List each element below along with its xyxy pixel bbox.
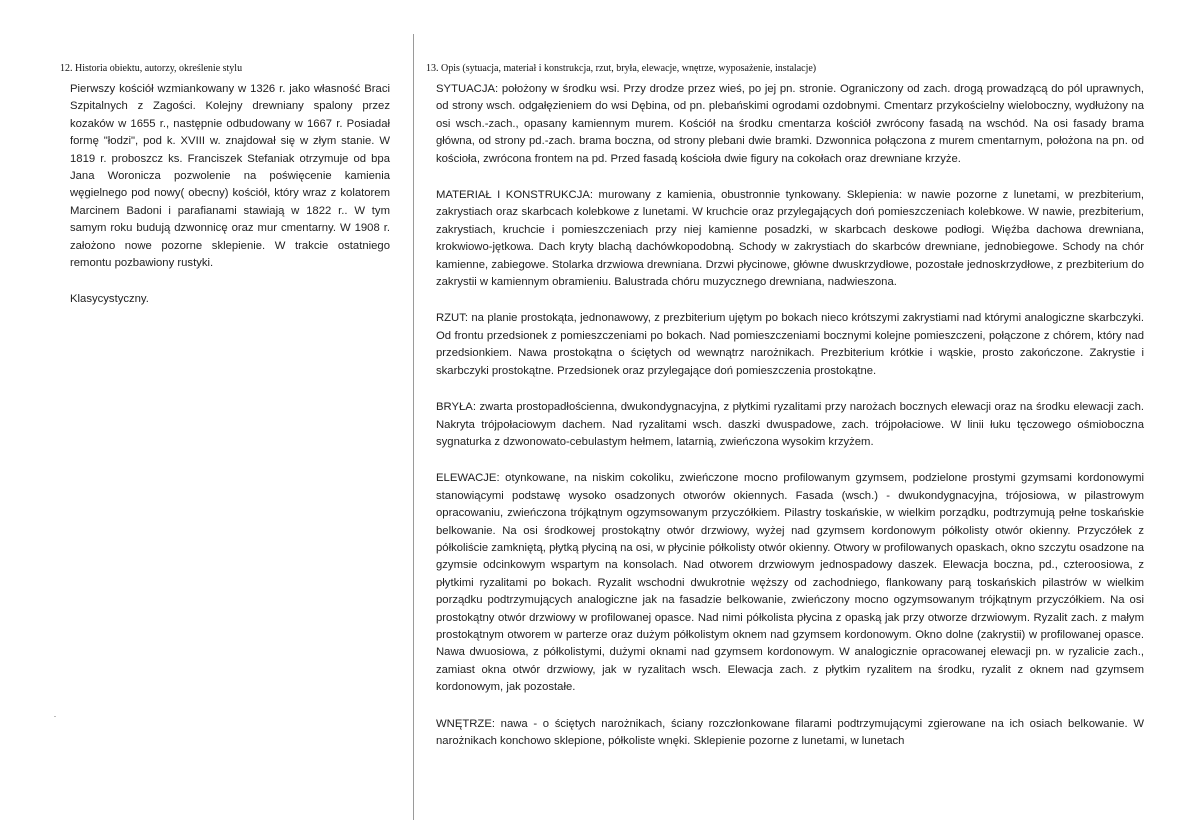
history-text: Pierwszy kościół wzmiankowany w 1326 r. jako własność Braci Szpitalnych z Zagości. Kolejny drewniany spalony przez kozaków w 1655 r., następnie odbudowany w 1667 r. Posiadał formę "łodzi", pod k. XVIII w. znajdował się w złym stanie. W 1819 r. proboszcz ks. Franciszek Stefaniak otrzymuje od bpa Jana Woronicza pozwolenie na poświęcenie kamienia węgielnego pod nowy( obecny) kościół, który wraz z kolatorem Marcinem Badoni i parafianami stawiają w 1822 r.. W tym samym roku budują dzwonnicę oraz mur cmentarny. W 1908 r. założono nowe pozorne sklepienie. W trakcie ostatniego remontu pozbawiony rustyki. bbox=[70, 83, 390, 270]
paragraph-gap bbox=[426, 697, 1144, 716]
history-heading: 12. Historia obiektu, autorzy, określenie stylu bbox=[60, 63, 243, 74]
scan-mark bbox=[54, 716, 56, 717]
paragraph-gap bbox=[426, 380, 1144, 399]
section-material: MATERIAŁ I KONSTRUKCJA: murowany z kamienia, obustronnie tynkowany. Sklepienia: w nawie pozorne z lunetami, w prezbiterium, zakrystiach oraz skarbcach kolebkowe z lunetami. W kruchcie oraz przylegających doń pomieszczeniach kolebkowe. W nawie, prezbiterium, zakrystiach, kruchcie i pomieszczeniach przy niej kamienne posadzki, w skarbcach deskowe podłogi. Więźba dachowa drewniana, krokwiowo-jętkowa. Dach kryty blachą dachówkopodobną. Schody w zakrystiach do skarbców drewniane, jednobiegowe. Schody na chór kamienne, zabiegowe. Stolarka drzwiowa drewniana. Drzwi płycinowe, główne dwuskrzydłowe, pozostałe jednoskrzydłowe, z prezbiterium do zakrystii w kamiennym obramieniu. Balustrada chóru muzycznego drewniana, nadwieszona. bbox=[436, 189, 1144, 289]
style-text: Klasycystyczny. bbox=[70, 293, 149, 306]
paragraph-gap bbox=[426, 168, 1144, 187]
section-interior: WNĘTRZE: nawa - o ściętych narożnikach, ściany rozczłonkowane filarami podtrzymującymi zgierowane na ich osiach belkowanie. W narożnikach konchowo sklepione, półkoliste wnęki. Sklepienie pozorne z lunetami, w lunetach bbox=[436, 717, 1144, 747]
paragraph-gap bbox=[426, 291, 1144, 310]
paragraph-gap bbox=[426, 451, 1144, 470]
paragraph-gap bbox=[62, 272, 390, 291]
description-heading: 13. Opis (sytuacja, materiał i konstrukcja, rzut, bryła, elewacje, wnętrze, wyposażenie, instalacje) bbox=[426, 63, 817, 74]
section-elevations: ELEWACJE: otynkowane, na niskim cokoliku, zwieńczone mocno profilowanym gzymsem, podzielone prostymi gzymsami kordonowymi stanowiącymi podstawę wysoko osadzonych otworów okiennych. Fasada (wsch.) - dwukondygnacyjna, trójosiowa, w pilastrowym opracowaniu, zwieńczona trójkątnym ogzymsowanym przyczółkiem. Pilastry toskańskie, w wielkim porządku, podtrzymują pełne toskańskie belkowanie. Na osi środkowej prostokątny otwór drzwiowy, wyżej nad gzymsem kordonowym półkolisty otwór okienny. Przyczółek z półkoliście zamkniętą, płytką płyciną na osi, w płycinie półkolisty otwór okienny. Otwory w profilowanych opaskach, okno szczytu osadzone na gzymsie odcinkowym wspartym na konsolach. Nad otworem drzwiowym jednospadowy daszek. Elewacja boczna, pd., czteroosiowa, z płytkimi ryzalitami po bokach. Ryzalit wschodni dwukrotnie węższy od zachodniego, flankowany parą toskańskich pilastrów w wielkim porządku podtrzymujących analogiczne jak na fasadzie belkowanie, zwieńczony mocno ogzymsowanym trójkątnym przyczółkiem. Na osi prostokątny otwór drzwiowy w profilowanej opasce. Nad nimi półkolista płycina z opaską jak przy otworze drzwiowym. Ryzalit zach. z małym prostokątnym otworem w parterze oraz dużym półkolistym oknem nad gzymsem kordonowym. Okno dolne (zakrystii) w profilowanej opasce. Nawa dwuosiowa, z półkolistymi, dużymi oknami nad gzymsem kordonowym. W analogicznie opracowanej elewacji pn. w ryzalicie zach., zamiast okna otwór drzwiowy, jak w ryzalitach wsch. Elewacja zach. z płytkim ryzalitem na środku, ryzalit z oknem nad gzymsem kordonowym, jak pozostałe. bbox=[436, 472, 1144, 694]
left-column bbox=[62, 62, 390, 308]
section-massing: BRYŁA: zwarta prostopadłościenna, dwukondygnacyjna, z płytkimi ryzalitami przy narożach bocznych elewacji oraz na środku elewacji zach. Nakryta trójpołaciowym dachem. Nad ryzalitami wsch. daszki dwuspadowe, zach. trójpołaciowe. W linii łuku tęczowego ośmioboczna sygnaturka z dzwonowato-cebulastym hełmem, latarnią, zwieńczona wysokim krzyżem. bbox=[436, 401, 1144, 448]
section-situation: SYTUACJA: położony w środku wsi. Przy drodze przez wieś, po jej pn. stronie. Ograniczony od zach. drogą prowadzącą do pól uprawnych, od strony wsch. odgałęzieniem do wsi Dębina, od pn. plebańskimi ogrodami ozdobnymi. Cmentarz przykościelny wieloboczny, wydłużony na osi wsch.-zach., opasany kamiennym murem. Kościół na środku cmentarza kościół zwrócony fasadą na wschód. Na osi fasady brama główna, od strony pd.-zach. brama boczna, od strony plebani dwie bramki. Dzwonnica połączona z murem cmentarnym, położona na pn. od kościoła, zwrócona frontem na pd. Przed fasadą kościoła dwie figury na cokołach oraz drewniane krzyże. bbox=[436, 83, 1144, 165]
column-divider bbox=[413, 34, 414, 820]
right-column bbox=[426, 62, 1144, 750]
section-plan: RZUT: na planie prostokąta, jednonawowy, z prezbiterium ujętym po bokach nieco krótszymi zakrystiami nad którymi analogiczne skarbczyki. Od frontu przedsionek z pomieszczeniami po bokach. Nad pomieszczeniami bocznymi kolejne pomieszczeni, połączone z chórem, który nad przedsionkiem. Nawa prostokątna o ściętych od wewnątrz narożnikach. Prezbiterium krótkie i wąskie, prosto zakończone. Zakrystie i skarbczyki prostokątne. Przedsionek oraz przylegające doń pomieszczenia prostokątne. bbox=[436, 312, 1144, 377]
